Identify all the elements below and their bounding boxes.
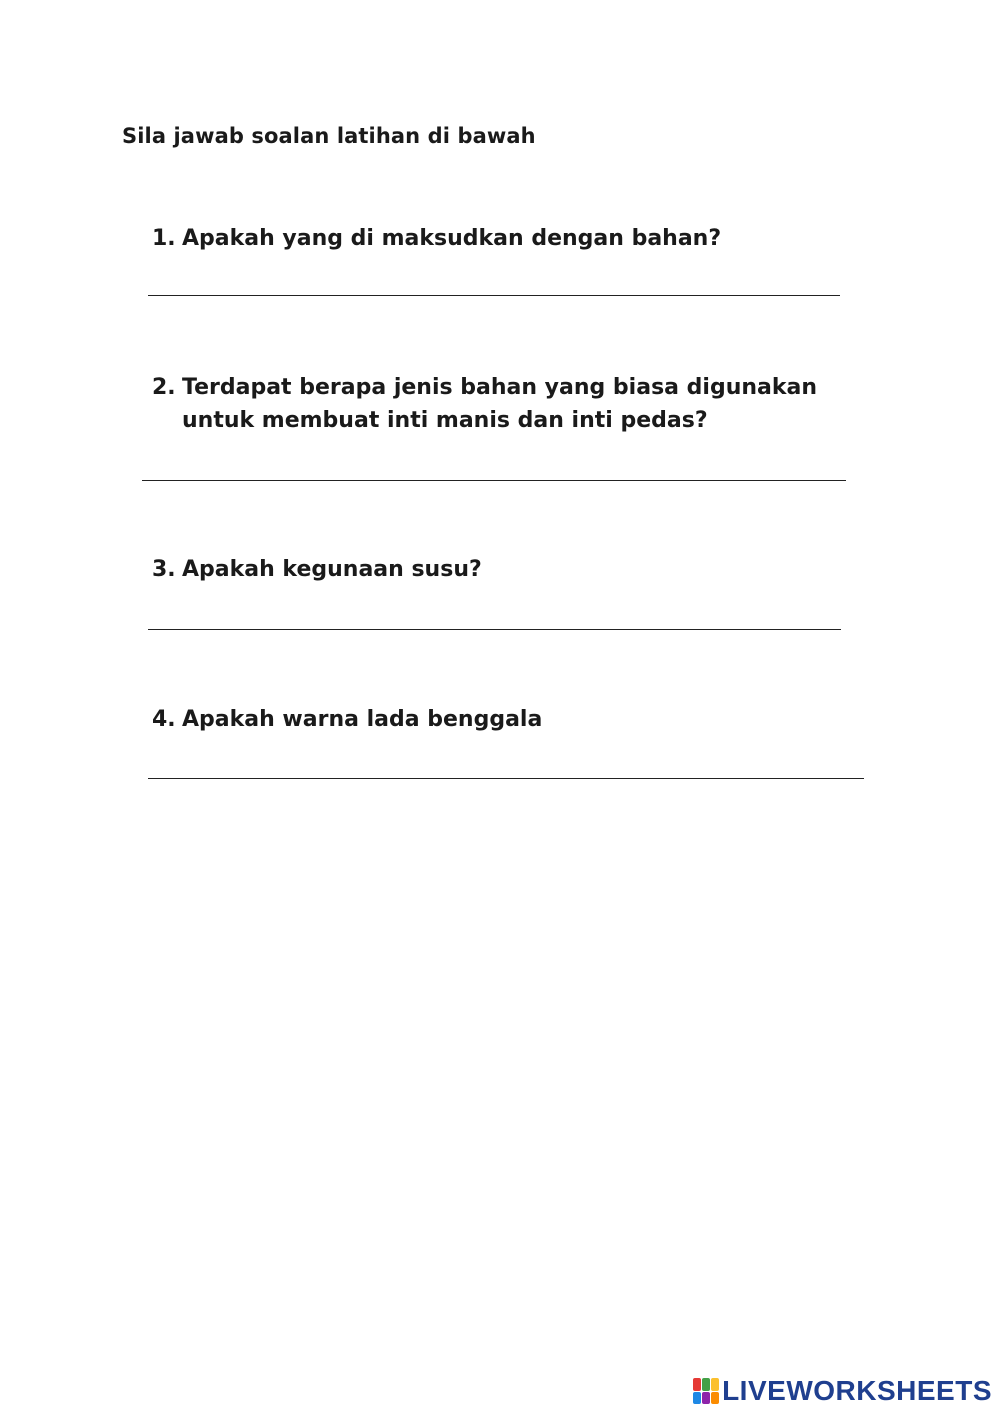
liveworksheets-brand (693, 1375, 992, 1407)
logo-tile (711, 1378, 719, 1391)
logo-tile (702, 1378, 710, 1391)
answer-line-3[interactable] (148, 629, 841, 630)
question-1 (152, 222, 872, 255)
question-4 (152, 703, 872, 736)
liveworksheets-logo-icon (693, 1378, 719, 1404)
question-text: Apakah kegunaan susu? (182, 557, 482, 582)
answer-line-4[interactable] (148, 778, 864, 779)
question-number: 3. (152, 557, 176, 582)
question-text: Apakah warna lada benggala (182, 707, 543, 732)
answer-line-1[interactable] (148, 295, 840, 296)
answer-line-2[interactable] (142, 480, 846, 481)
logo-tile (693, 1392, 701, 1405)
question-3 (152, 553, 872, 586)
question-number: 1. (152, 226, 176, 251)
instruction-text: Sila jawab soalan latihan di bawah (122, 124, 536, 148)
logo-tile (702, 1392, 710, 1405)
logo-tile (693, 1378, 701, 1391)
question-text: Terdapat berapa jenis bahan yang biasa digunakan untuk membuat inti manis dan inti pedas? (182, 375, 818, 433)
question-2 (152, 371, 872, 437)
question-number: 2. (152, 375, 176, 400)
brand-name: LIVEWORKSHEETS (722, 1375, 992, 1406)
logo-tile (711, 1392, 719, 1405)
question-number: 4. (152, 707, 176, 732)
question-text: Apakah yang di maksudkan dengan bahan? (182, 226, 722, 251)
